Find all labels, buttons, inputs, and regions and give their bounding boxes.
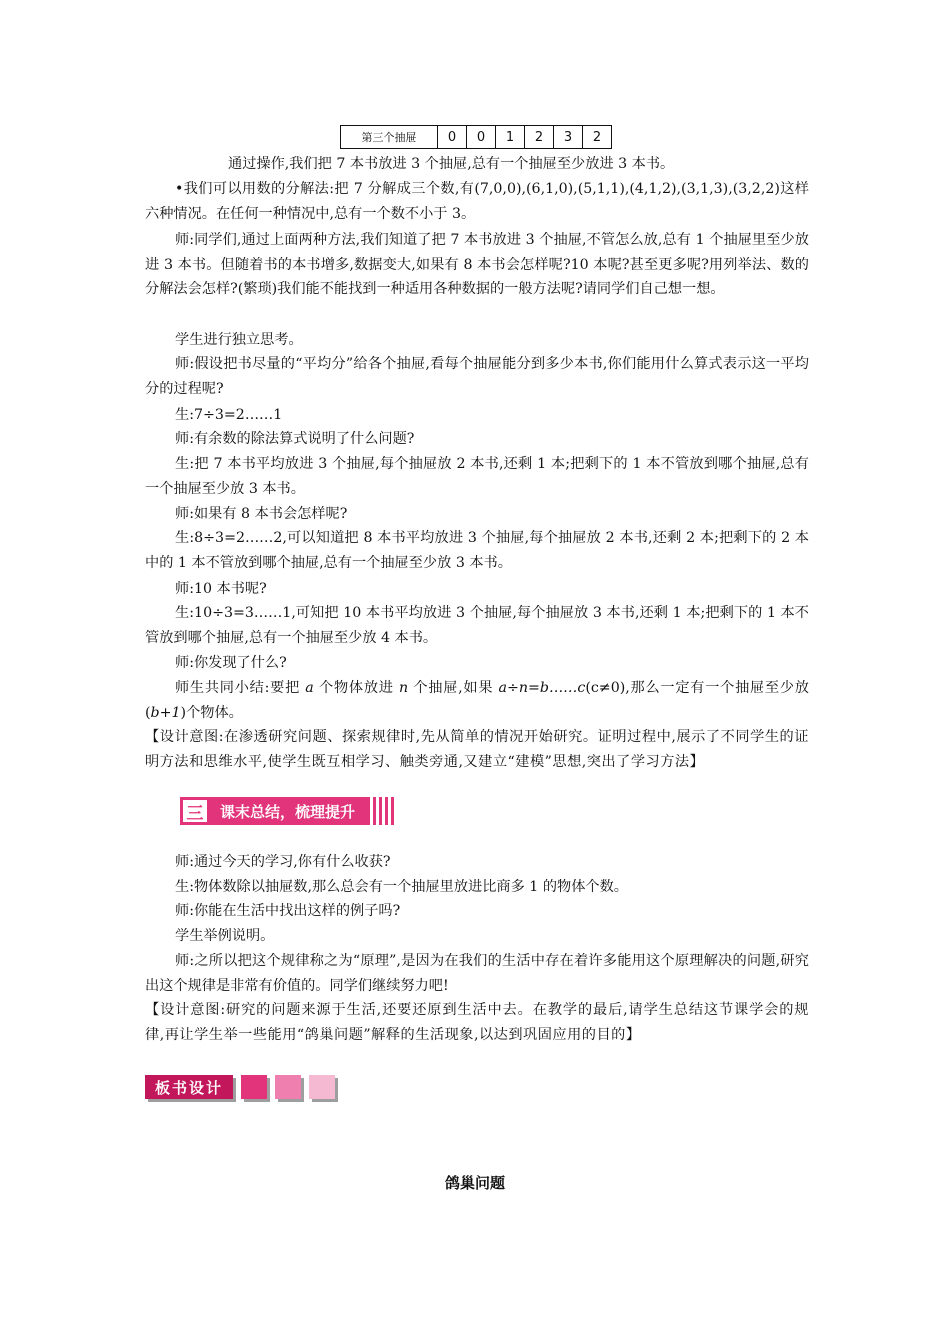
paragraph: 师:你发现了什么? — [175, 655, 287, 671]
summary-text: )个物体。 — [180, 704, 243, 721]
paragraph: 师:通过今天的学习,你有什么收获? — [175, 854, 391, 870]
paragraph: 学生进行独立思考。 — [175, 332, 303, 348]
variable-b: b+1 — [150, 704, 181, 721]
paragraph: •我们可以用数的分解法:把 7 分解成三个数,有(7,0,0),(6,1,0),(5,1,1),(4,1,2),(3,1,3),(3,2,2)这样六种情况。在任何一种情况中,总有一个数不小于 3。 — [145, 181, 809, 222]
formula: a÷n=b……c — [498, 680, 586, 696]
summary-paragraph — [145, 676, 809, 725]
banner-stripes — [367, 797, 394, 825]
paragraph: 生:10÷3=3……1,可知把 10 本书平均放进 3 个抽屉,每个抽屉放 3 本书,还剩 1 本;把剩下的 1 本不管放到哪个抽屉,总有一个抽屉至少放 4 本书。 — [145, 605, 809, 646]
paragraph: 生:物体数除以抽屉数,那么总会有一个抽屉里放进比商多 1 的物体个数。 — [175, 879, 628, 895]
table-row — [341, 126, 612, 149]
variable-a: a — [305, 680, 314, 696]
paragraph: 师:有余数的除法算式说明了什么问题? — [175, 431, 415, 447]
paragraph: 师:之所以把这个规律称之为“原理”,是因为在我们的生活中存在着许多能用这个原理解决的问题,研究出这个规律是非常有价值的。同学们继续努力吧! — [145, 953, 809, 994]
paragraph: 师:假设把书尽量的“平均分”给各个抽屉,看每个抽屉能分到多少本书,你们能用什么算式表示这一平均分的过程呢? — [145, 356, 809, 397]
table-cell: 2 — [525, 126, 554, 149]
drawer-table — [340, 125, 612, 149]
section-title: 课末总结，梳理提升 — [210, 797, 367, 825]
summary-text: 个抽屉,如果 — [408, 680, 499, 696]
board-title: 鸽巢问题 — [444, 1174, 505, 1192]
decor-square — [309, 1075, 335, 1099]
paragraph: 学生举例说明。 — [175, 928, 275, 944]
table-cell: 2 — [583, 126, 612, 149]
paragraph: 生:7÷3=2……1 — [175, 407, 283, 423]
table-cell: 0 — [438, 126, 467, 149]
paragraph: 生:8÷3=2……2,可以知道把 8 本书平均放进 3 个抽屉,每个抽屉放 2 本书,还剩 2 本;把剩下的 2 本中的 1 本不管放到哪个抽屉,总有一个抽屉至少放 3 本书。 — [145, 530, 809, 571]
board-design-header — [145, 1075, 335, 1099]
design-intent-note: 【设计意图:研究的问题来源于生活,还要还原到生活中去。在教学的最后,请学生总结这节课学会的规律,再让学生举一些能用“鸽巢问题”解释的生活现象,以达到巩固应用的目的】 — [145, 1002, 809, 1043]
paragraph: 师:10 本书呢? — [175, 581, 267, 597]
table-cell: 0 — [467, 126, 496, 149]
table-row-label: 第三个抽屉 — [341, 126, 438, 149]
summary-text: 师生共同小结:要把 — [175, 680, 306, 696]
design-intent-note: 【设计意图:在渗透研究问题、探索规律时,先从简单的情况开始研究。证明过程中,展示了不同学生的证明方法和思维水平,使学生既互相学习、触类旁通,又建立“建模”思想,突出了学习方法】 — [145, 729, 809, 770]
paragraph: 师:你能在生活中找出这样的例子吗? — [175, 903, 401, 919]
paragraph: 师:同学们,通过上面两种方法,我们知道了把 7 本书放进 3 个抽屉,不管怎么放,总有 1 个抽屉里至少放进 3 本书。但随着书的本书增多,数据变大,如果有 8 本书会怎样呢?10 本呢?甚至更多呢?用列举法、数的分解法会怎样?(繁琐)我们能不能找到一种适用各种数据的一般方法呢?请同学们自己想一想。 — [145, 232, 809, 297]
paragraph: 通过操作,我们把 7 本书放进 3 个抽屉,总有一个抽屉至少放进 3 本书。 — [228, 156, 675, 172]
table-cell: 3 — [554, 126, 583, 149]
paragraph: 生:把 7 本书平均放进 3 个抽屉,每个抽屉放 2 本书,还剩 1 本;把剩下的 1 本不管放到哪个抽屉,总有一个抽屉至少放 3 本书。 — [145, 456, 809, 497]
decor-square — [241, 1075, 267, 1099]
decor-square — [275, 1075, 301, 1099]
section-number: 三 — [180, 797, 210, 825]
paragraph: 师:如果有 8 本书会怎样呢? — [175, 506, 348, 522]
board-design-label: 板书设计 — [145, 1075, 233, 1099]
section-banner — [180, 797, 394, 825]
summary-text: 个物体放进 — [313, 680, 399, 696]
variable-n: n — [398, 680, 409, 696]
summary-text: (c≠0),那么一定有一个抽屉至少放( — [145, 680, 809, 721]
table-cell: 1 — [496, 126, 525, 149]
